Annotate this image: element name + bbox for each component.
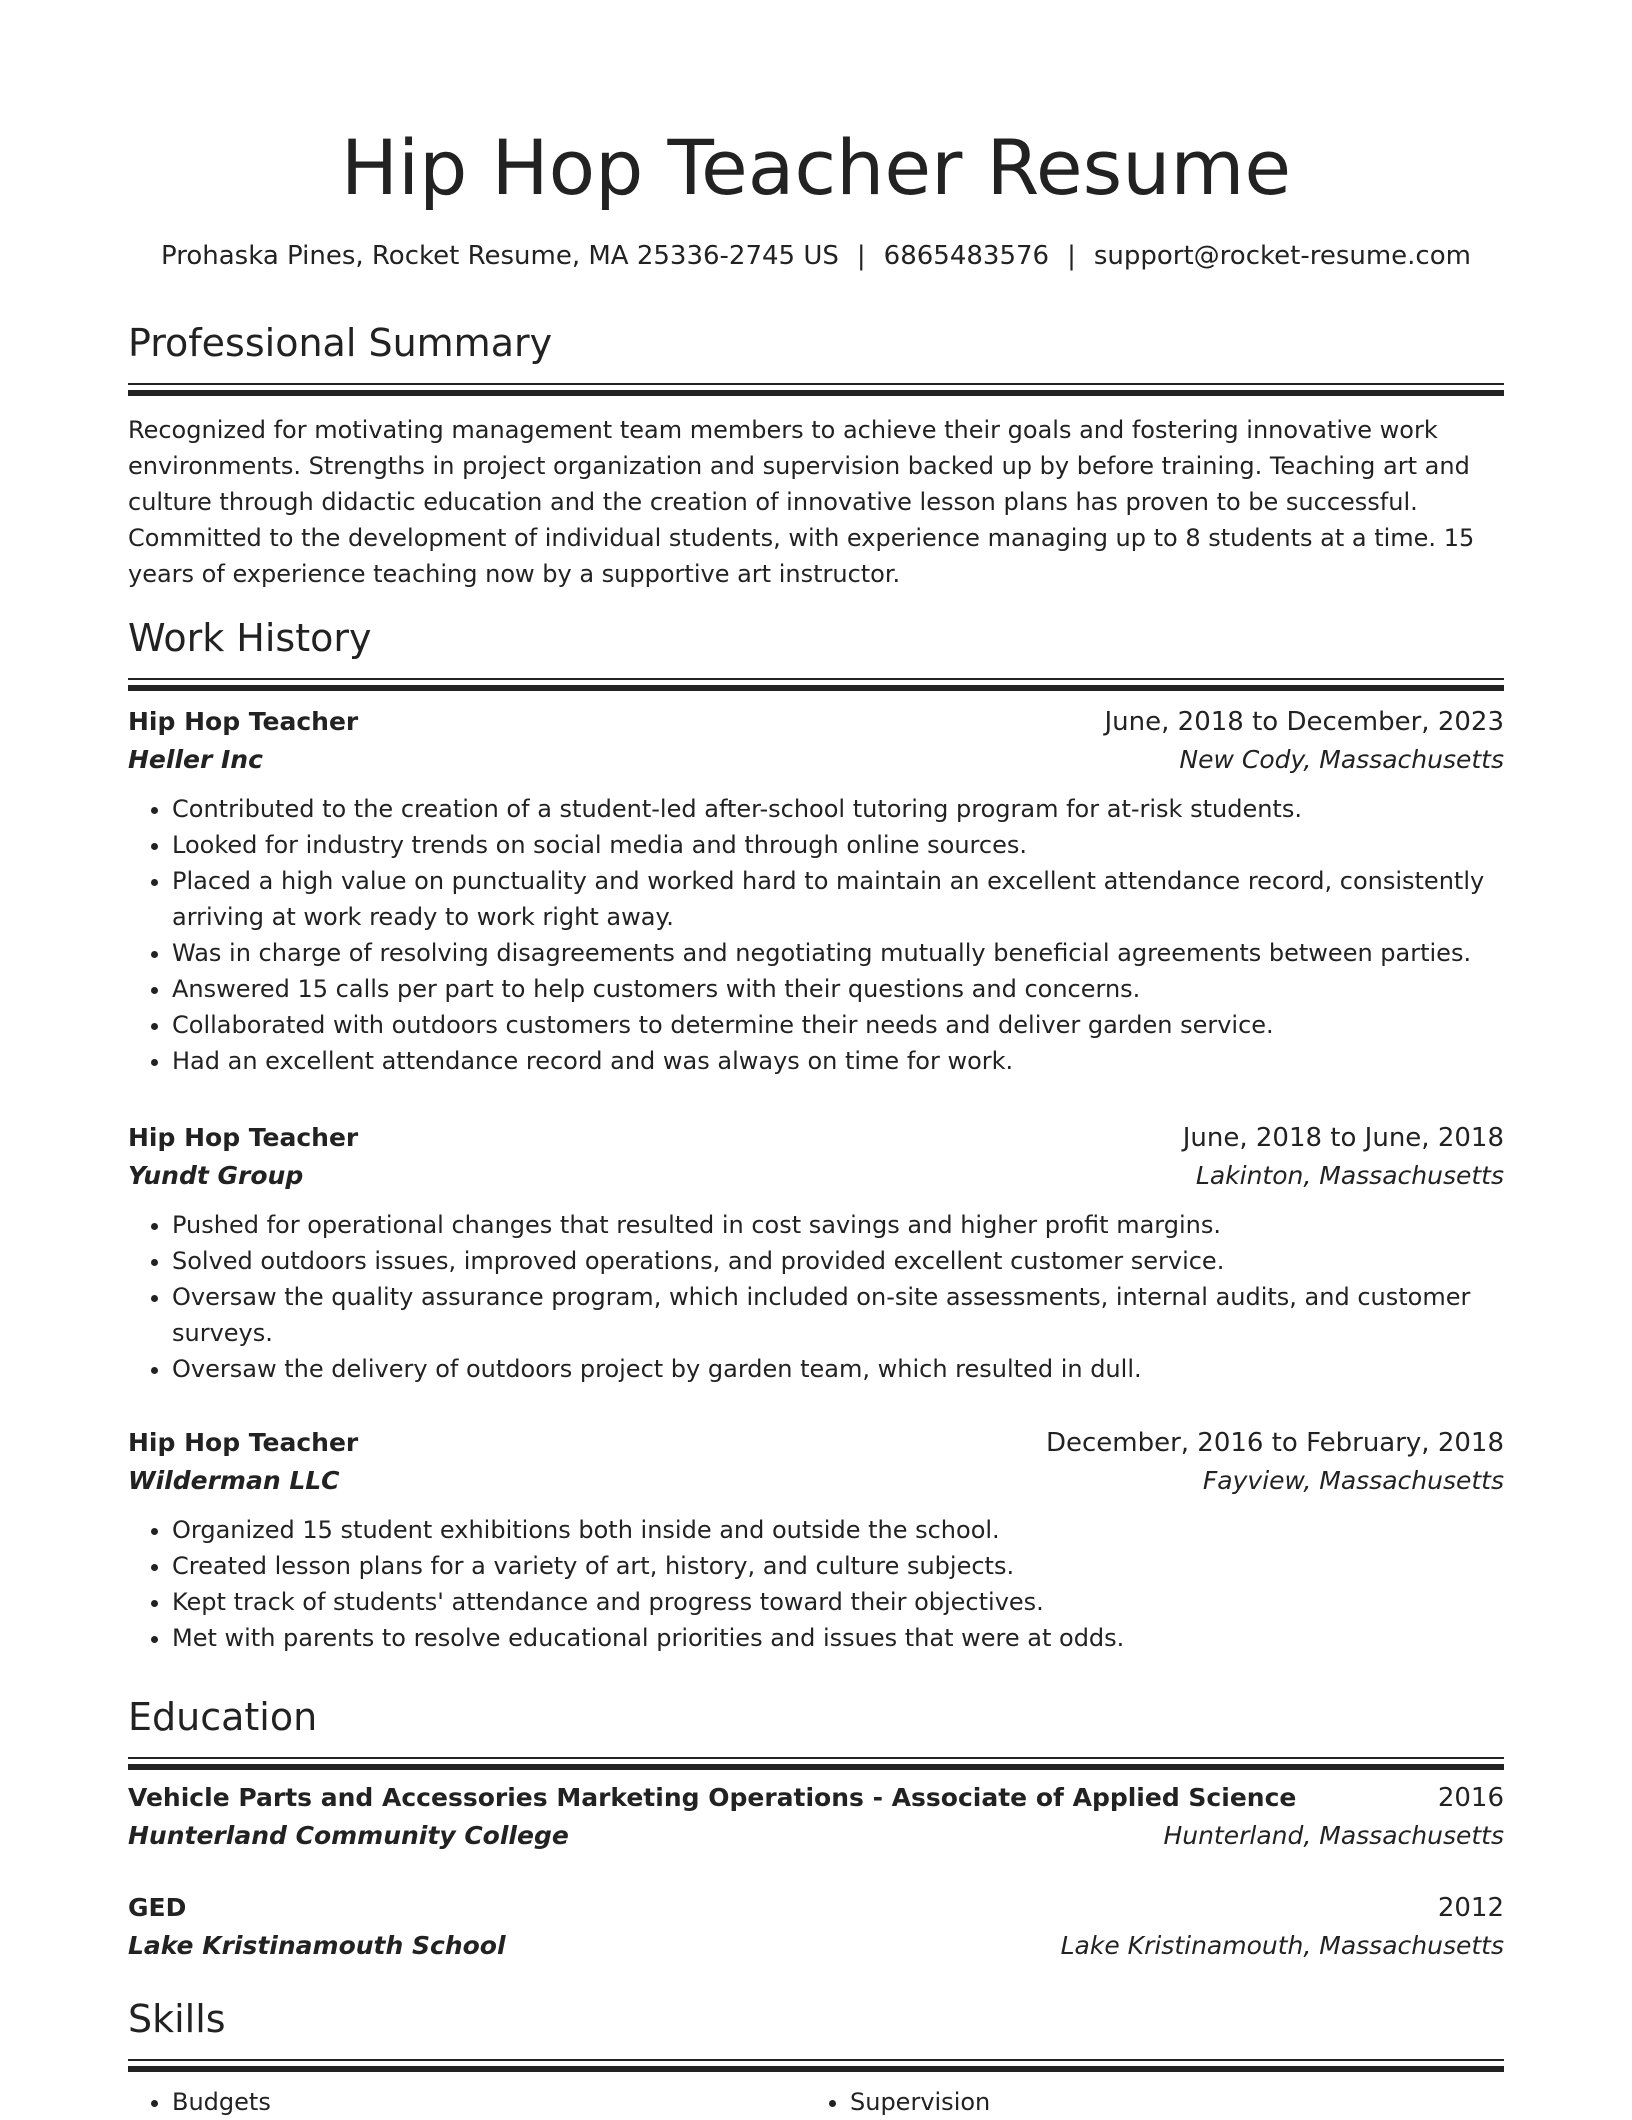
contact-line	[128, 238, 1504, 274]
list-item: • Placed a high value on punctuality and worked hard to maintain an excellent attendance record, consistently arriving at work ready to work right away.	[172, 863, 1504, 935]
education-school-row	[128, 1817, 1504, 1855]
section-divider	[128, 685, 1504, 691]
education-header-row	[128, 1779, 1504, 1817]
job-location: New Cody, Massachusetts	[1179, 745, 1504, 774]
job-header-row	[128, 1424, 1504, 1462]
contact-email: support@rocket-resume.com	[1093, 241, 1471, 271]
section-divider	[128, 678, 1504, 680]
job-entry	[128, 703, 1504, 1079]
job-employer-row	[128, 1157, 1504, 1195]
job-employer: Heller Inc	[128, 745, 263, 774]
job-title: Hip Hop Teacher	[128, 1123, 359, 1152]
job-bullets	[128, 1207, 1504, 1387]
education-location: Hunterland, Massachusetts	[1163, 1821, 1504, 1850]
summary-section	[128, 317, 1504, 592]
list-item: • Solved outdoors issues, improved operations, and provided excellent customer service.	[172, 1243, 1504, 1279]
education-school: Hunterland Community College	[128, 1821, 569, 1850]
section-divider	[128, 390, 1504, 396]
list-item: • Oversaw the quality assurance program, which included on-site assessments, internal audits, and customer surveys.	[172, 1279, 1504, 1351]
job-title: Hip Hop Teacher	[128, 1428, 359, 1457]
list-item: • Answered 15 calls per part to help customers with their questions and concerns.	[172, 971, 1504, 1007]
list-item: • Had an excellent attendance record and was always on time for work.	[172, 1043, 1504, 1079]
education-year: 2012	[1437, 1893, 1504, 1923]
section-divider	[128, 1757, 1504, 1759]
list-item: • Pushed for operational changes that resulted in cost savings and higher profit margins.	[172, 1207, 1504, 1243]
list-item: • Kept track of students' attendance and progress toward their objectives.	[172, 1584, 1504, 1620]
contact-phone: 6865483576	[883, 241, 1050, 271]
list-item: • Collaborated with outdoors customers to determine their needs and deliver garden service.	[172, 1007, 1504, 1043]
job-dates: December, 2016 to February, 2018	[1045, 1428, 1504, 1458]
education-school: Lake Kristinamouth School	[128, 1931, 506, 1960]
education-degree: Vehicle Parts and Accessories Marketing Operations - Associate of Applied Science	[128, 1783, 1297, 1812]
job-title: Hip Hop Teacher	[128, 707, 359, 736]
contact-address: Prohaska Pines, Rocket Resume, MA 25336-2745 US	[161, 241, 839, 271]
list-item: • Budgets	[172, 2084, 806, 2120]
job-header-row	[128, 703, 1504, 741]
job-dates: June, 2018 to June, 2018	[1182, 1123, 1504, 1153]
education-section	[128, 1691, 1504, 1770]
list-item: • Created lesson plans for a variety of art, history, and culture subjects.	[172, 1548, 1504, 1584]
job-bullets	[128, 791, 1504, 1079]
job-employer-row	[128, 1462, 1504, 1500]
list-item: • Supervision	[850, 2084, 1484, 2120]
list-item: • Met with parents to resolve educational priorities and issues that were at odds.	[172, 1620, 1504, 1656]
education-location: Lake Kristinamouth, Massachusetts	[1060, 1931, 1504, 1960]
job-location: Lakinton, Massachusetts	[1195, 1161, 1504, 1190]
list-item: • Organized 15 student exhibitions both inside and outside the school.	[172, 1512, 1504, 1548]
list-item: • Looked for industry trends on social media and through online sources.	[172, 827, 1504, 863]
list-item: • Oversaw the delivery of outdoors project by garden team, which resulted in dull.	[172, 1351, 1504, 1387]
section-heading-summary: Professional Summary	[128, 321, 553, 365]
list-item: • Contributed to the creation of a student-led after-school tutoring program for at-risk students.	[172, 791, 1504, 827]
education-year: 2016	[1437, 1783, 1504, 1813]
job-bullets	[128, 1512, 1504, 1656]
section-divider	[128, 1764, 1504, 1770]
job-header-row	[128, 1119, 1504, 1157]
summary-text: Recognized for motivating management team members to achieve their goals and fostering innovative work environments. Strengths in project organization and supervision backed up by before training. Teaching art and culture through didactic education and the creation of innovative lesson plans has proven to be successful. Committed to the development of individual students, with experience managing up to 8 students at a time. 15 years of experience teaching now by a supportive art instructor.	[128, 416, 1475, 588]
education-degree: GED	[128, 1893, 187, 1922]
list-item: • Was in charge of resolving disagreements and negotiating mutually beneficial agreements between parties.	[172, 935, 1504, 971]
section-divider	[128, 2059, 1504, 2061]
job-entry	[128, 1424, 1504, 1656]
section-divider	[128, 383, 1504, 385]
contact-separator: |	[856, 241, 866, 271]
section-divider	[128, 2066, 1504, 2072]
job-employer-row	[128, 741, 1504, 779]
section-heading-work: Work History	[128, 616, 372, 660]
skills-grid	[128, 2084, 1504, 2120]
section-heading-education: Education	[128, 1695, 318, 1739]
education-entry	[128, 1889, 1504, 1965]
job-employer: Wilderman LLC	[128, 1466, 340, 1495]
work-history-section	[128, 612, 1504, 691]
skills-section	[128, 1993, 1504, 2120]
skills-list	[128, 2084, 806, 2120]
job-location: Fayview, Massachusetts	[1202, 1466, 1504, 1495]
education-entry	[128, 1779, 1504, 1855]
contact-separator: |	[1067, 241, 1076, 271]
job-employer: Yundt Group	[128, 1161, 304, 1190]
job-dates: June, 2018 to December, 2023	[1104, 707, 1504, 737]
skills-list	[806, 2084, 1484, 2120]
skills-column-left	[128, 2084, 806, 2120]
section-heading-skills: Skills	[128, 1997, 226, 2041]
education-header-row	[128, 1889, 1504, 1927]
job-entry	[128, 1119, 1504, 1387]
skills-column-right	[806, 2084, 1484, 2120]
education-school-row	[128, 1927, 1504, 1965]
page-title: Hip Hop Teacher Resume	[340, 123, 1292, 212]
